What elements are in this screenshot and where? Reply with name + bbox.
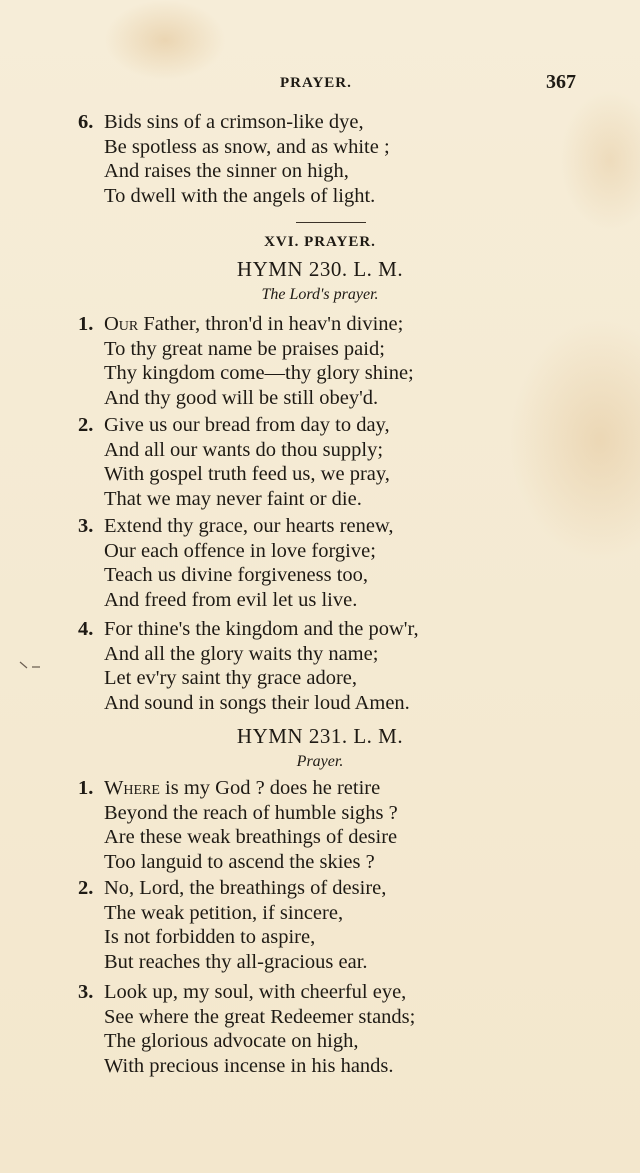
verse-line: Bids sins of a crimson-like dye,: [104, 111, 364, 133]
verse-line: No, Lord, the breathings of desire,: [104, 877, 387, 899]
verse-line: To dwell with the angels of light.: [104, 184, 376, 207]
verse-line: And freed from evil let us live.: [104, 588, 358, 611]
verse-line: And raises the sinner on high,: [104, 160, 349, 182]
stanza-first-line: [78, 514, 394, 539]
hymn-231-subtitle: Prayer.: [296, 753, 344, 770]
hymn-230-title: HYMN 230. L. M.: [236, 257, 404, 281]
stanza-number: 1.: [78, 777, 94, 799]
section-divider: [296, 222, 366, 223]
verse-line: The weak petition, if sincere,: [104, 901, 344, 924]
verse-line: The glorious advocate on high,: [104, 1030, 359, 1052]
hymn-230-stanza-1: [78, 312, 414, 410]
stanza-number: 2.: [78, 877, 94, 899]
verse-line: Beyond the reach of humble sighs ?: [104, 801, 398, 824]
verse-line: Thy kingdom come—thy glory shine;: [104, 362, 414, 384]
verse-line: Look up, my soul, with cheerful eye,: [104, 981, 407, 1003]
stanza-initial-word: Where: [104, 777, 160, 799]
stanza-number: 1.: [78, 313, 94, 335]
stanza-first-line: [78, 312, 414, 337]
section-title: XVI. PRAYER.: [264, 234, 376, 250]
stanza-first-line: [78, 110, 390, 135]
page-number: 367: [546, 71, 576, 93]
verse-line: And thy good will be still obey'd.: [104, 386, 379, 409]
stanza-number: 3.: [78, 515, 94, 537]
hymn-230-subtitle: The Lord's prayer.: [261, 286, 379, 303]
verse-line: Let ev'ry saint thy grace adore,: [104, 667, 357, 689]
verse-line-rest: is my God ? does he retire: [159, 777, 381, 799]
stanza-initial-word: Our: [104, 313, 139, 335]
stanza-first-line: [78, 617, 419, 642]
verse-line: Be spotless as snow, and as white ;: [104, 135, 390, 158]
hymn-231-title: HYMN 231. L. M.: [236, 724, 404, 748]
stanza-first-line: [78, 980, 415, 1005]
verse-line: Are these weak breathings of desire: [104, 826, 398, 848]
verse-line: Is not forbidden to aspire,: [104, 926, 316, 948]
stanza-first-line: [78, 413, 390, 438]
verse-line: Extend thy grace, our hearts renew,: [104, 515, 394, 537]
verse-line: That we may never faint or die.: [104, 487, 362, 510]
verse-line-rest: Father, thron'd in heav'n divine;: [138, 313, 404, 335]
stanza-number: 6.: [78, 111, 94, 133]
stanza-first-line: [78, 876, 386, 901]
hymn-231-stanza-1: [78, 776, 398, 874]
verse-line: Teach us divine forgiveness too,: [104, 564, 369, 586]
hymn-231-stanza-3: [78, 980, 415, 1078]
running-title: PRAYER.: [280, 75, 352, 91]
verse-line: With precious incense in his hands.: [104, 1054, 394, 1077]
verse-line: Too languid to ascend the skies ?: [104, 850, 375, 873]
continued-stanza-6: [78, 110, 390, 208]
verse-line: And sound in songs their loud Amen.: [104, 691, 410, 714]
margin-ink-mark: [18, 660, 42, 672]
verse-line: And all the glory waits thy name;: [104, 642, 379, 665]
verse-line: For thine's the kingdom and the pow'r,: [104, 618, 419, 640]
stanza-number: 2.: [78, 414, 94, 436]
hymn-230-stanza-3: [78, 514, 394, 612]
hymn-231-stanza-2: [78, 876, 386, 974]
verse-line: With gospel truth feed us, we pray,: [104, 463, 390, 485]
verse-line: Give us our bread from day to day,: [104, 414, 390, 436]
verse-line: See where the great Redeemer stands;: [104, 1005, 416, 1028]
stanza-number: 4.: [78, 618, 94, 640]
verse-line: But reaches thy all-gracious ear.: [104, 950, 368, 973]
running-head: [0, 71, 640, 97]
verse-line: To thy great name be praises paid;: [104, 337, 385, 360]
hymn-230-stanza-4: [78, 617, 419, 715]
stanza-first-line: [78, 776, 398, 801]
hymn-230-stanza-2: [78, 413, 390, 511]
stanza-number: 3.: [78, 981, 94, 1003]
verse-line: And all our wants do thou supply;: [104, 438, 384, 461]
verse-line: Our each offence in love forgive;: [104, 539, 376, 562]
